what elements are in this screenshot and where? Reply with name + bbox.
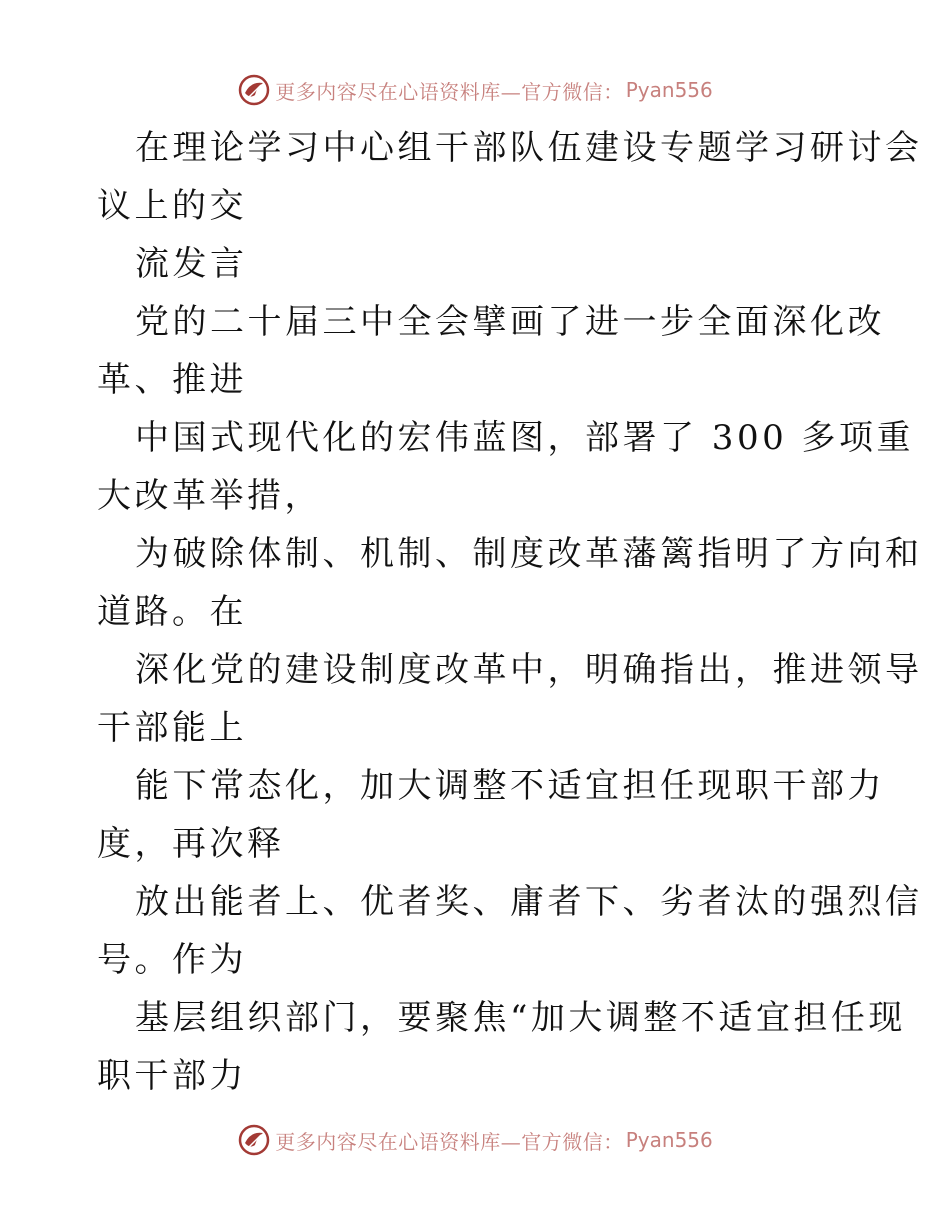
text-line: 职干部力 [97,1056,247,1096]
text-line: 流发言 [135,244,248,284]
footer-banner-id: Pyan556 [625,1128,713,1152]
text-line: 党的二十届三中全会擘画了进一步全面深化改 [135,302,885,342]
text-line: 中国式现代化的宏伟蓝图，部署了 300 多项重 [135,418,915,458]
text-line: 能下常态化，加大调整不适宜担任现职干部力 [135,766,885,806]
text-line: 度，再次释 [97,824,285,864]
text-line: 大改革举措， [97,476,322,516]
text-line: 深化党的建设制度改革中，明确指出，推进领导 [135,650,923,690]
header-watermark-banner [0,70,950,110]
footer-banner-text: 更多内容尽在心语资料库—官方微信： [275,1129,624,1154]
text-line: 在理论学习中心组干部队伍建设专题学习研讨会 [135,128,923,168]
text-line: 号。作为 [97,940,247,980]
text-line: 基层组织部门，要聚焦“加大调整不适宜担任现 [135,998,906,1038]
text-line: 为破除体制、机制、制度改革藩篱指明了方向和 [135,534,923,574]
text-line: 道路。在 [97,592,247,632]
logo-icon [237,1123,271,1157]
header-banner-text: 更多内容尽在心语资料库—官方微信： [275,79,624,104]
header-banner-id: Pyan556 [625,78,713,102]
text-line: 放出能者上、优者奖、庸者下、劣者汰的强烈信 [135,882,923,922]
footer-watermark-banner [0,1120,950,1160]
text-line: 干部能上 [97,708,247,748]
text-line: 议上的交 [97,186,247,226]
logo-icon [237,73,271,107]
text-line: 革、推进 [97,360,247,400]
